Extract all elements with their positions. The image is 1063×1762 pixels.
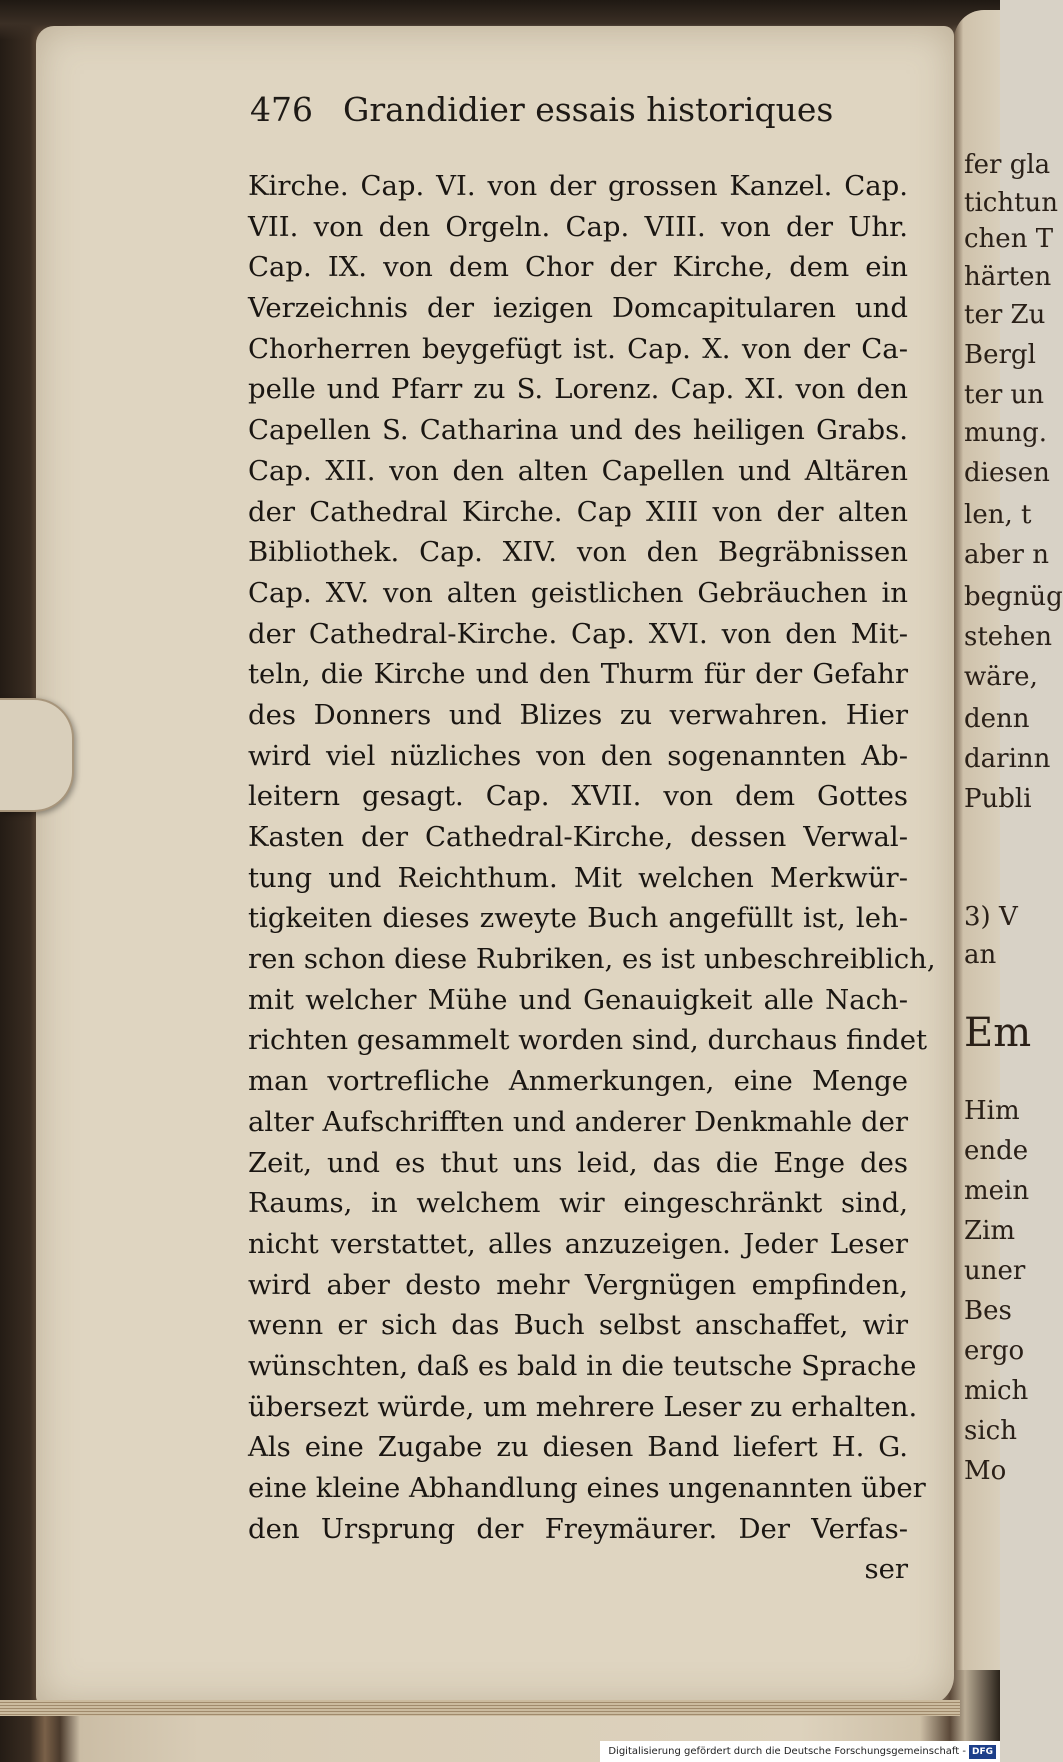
next-page-fragment: aber n — [964, 540, 1049, 570]
text-line: VII. von den Orgeln. Cap. VIII. von der Uhr. — [248, 210, 908, 243]
text-line: Cap. XV. von alten geistlichen Gebräuchen in — [248, 576, 908, 609]
text-line: Cap. IX. von dem Chor der Kirche, dem ein — [248, 251, 908, 284]
next-page-fragment: ter un — [964, 380, 1045, 410]
text-line: richten gesammelt worden sind, durchaus findet — [248, 1024, 928, 1057]
next-page-fragment: len, t — [964, 500, 1032, 530]
running-header — [250, 90, 850, 140]
next-page-fragment: mein — [964, 1176, 1030, 1206]
next-page-fragment: denn — [964, 704, 1030, 734]
text-line: Als eine Zugabe zu diesen Band liefert H. G. — [248, 1431, 908, 1464]
page-number: 476 — [250, 90, 313, 129]
next-page-fragment: sich — [964, 1416, 1017, 1446]
text-line: Raums, in welchem wir eingeschränkt sind, — [248, 1187, 908, 1220]
text-line: alter Aufschrifften und anderer Denkmahle der — [248, 1105, 908, 1138]
text-line: Cap. XII. von den alten Capellen und Altären — [248, 454, 908, 487]
next-page-fragment: mich — [964, 1376, 1029, 1406]
body-text — [248, 166, 936, 1590]
next-page-fragment: Bes — [964, 1296, 1012, 1326]
next-page-fragment: ter Zu — [964, 300, 1046, 330]
next-page-fragment: Him — [964, 1096, 1020, 1126]
next-page-fragment: darinn — [964, 744, 1051, 774]
text-line: der Cathedral Kirche. Cap XIII von der alten — [248, 495, 908, 528]
next-page-fragment: ergo — [964, 1336, 1025, 1366]
text-line: Capellen S. Catharina und des heiligen Grabs. — [248, 414, 908, 447]
next-page-fragment: mung. — [964, 418, 1048, 448]
text-line: den Ursprung der Freymäurer. Der Verfas- — [248, 1512, 908, 1545]
next-page-fragment: 3) V — [964, 902, 1018, 932]
running-title: Grandidier essais historiques — [343, 90, 834, 129]
page-clip-tab — [0, 698, 74, 812]
next-page-fragment: Publi — [964, 784, 1032, 814]
next-page-fragment: Zim — [964, 1216, 1016, 1246]
next-page-edge — [954, 10, 1063, 1670]
next-page-fragment: ende — [964, 1136, 1029, 1166]
footer-text: Digitalisierung gefördert durch die Deutsche Forschungsgemeinschaft - — [608, 1746, 966, 1757]
text-line: des Donners und Blizes zu verwahren. Hier — [248, 698, 908, 731]
next-page-fragment: tichtun — [964, 188, 1059, 218]
next-page-fragment: diesen — [964, 458, 1050, 488]
next-page-fragment: Bergl — [964, 340, 1036, 370]
dfg-logo: DFG — [969, 1745, 996, 1759]
text-line: nicht verstattet, alles anzuzeigen. Jeder Leser — [248, 1227, 908, 1260]
text-line: Kirche. Cap. VI. von der grossen Kanzel. Cap. — [248, 170, 908, 202]
text-line: tung und Reichthum. Mit welchen Merkwür- — [248, 861, 908, 894]
next-page-fragment: an — [964, 940, 997, 970]
text-line: ren schon diese Rubriken, es ist unbeschreiblich, — [248, 943, 936, 976]
text-line: der Cathedral-Kirche. Cap. XVI. von den Mit- — [248, 617, 908, 650]
text-line: tigkeiten dieses zweyte Buch angefüllt ist, leh- — [248, 902, 908, 935]
text-line: Zeit, und es thut uns leid, das die Enge des — [248, 1146, 908, 1179]
next-page-fragment: fer gla — [964, 150, 1051, 180]
next-page-fragment: begnüg — [964, 582, 1063, 612]
next-page-fragment: uner — [964, 1256, 1026, 1286]
text-line: man vortrefliche Anmerkungen, eine Menge — [248, 1065, 908, 1098]
next-page-fragment: Em — [964, 1010, 1032, 1056]
next-page-fragment: härten — [964, 262, 1052, 292]
page-edges — [0, 1700, 960, 1716]
text-line: Verzeichnis der iezigen Domcapitularen und — [248, 292, 908, 325]
text-line: eine kleine Abhandlung eines ungenannten über — [248, 1472, 926, 1504]
text-line: übersezt würde, um mehrere Leser zu erhalten. — [248, 1390, 918, 1423]
text-line: wird viel nüzliches von den sogenannten Ab- — [248, 739, 908, 772]
text-line: mit welcher Mühe und Genauigkeit alle Nach- — [248, 983, 908, 1016]
text-line: Bibliothek. Cap. XIV. von den Begräbnissen — [248, 536, 908, 569]
next-page-fragment: Mo — [964, 1456, 1007, 1486]
text-line: wünschten, daß es bald in die teutsche Sprache — [248, 1349, 917, 1382]
next-page-fragment: chen T — [964, 224, 1054, 254]
text-line: teln, die Kirche und den Thurm für der Gefahr — [248, 658, 908, 691]
text-line: wird aber desto mehr Vergnügen empfinden, — [248, 1268, 908, 1301]
text-line: leitern gesagt. Cap. XVII. von dem Gottes — [248, 780, 908, 813]
text-line: Chorherren beygefügt ist. Cap. X. von der Ca- — [248, 332, 908, 365]
next-page-fragment: stehen — [964, 622, 1053, 652]
text-line: Kasten der Cathedral-Kirche, dessen Verwal- — [248, 821, 908, 853]
digitization-footer — [600, 1741, 1000, 1762]
text-line: wenn er sich das Buch selbst anschaffet, wir — [248, 1309, 908, 1342]
catchword: ser — [864, 1553, 908, 1586]
text-line: pelle und Pfarr zu S. Lorenz. Cap. XI. von den — [248, 373, 908, 406]
next-page-fragment: wäre, — [964, 662, 1038, 692]
